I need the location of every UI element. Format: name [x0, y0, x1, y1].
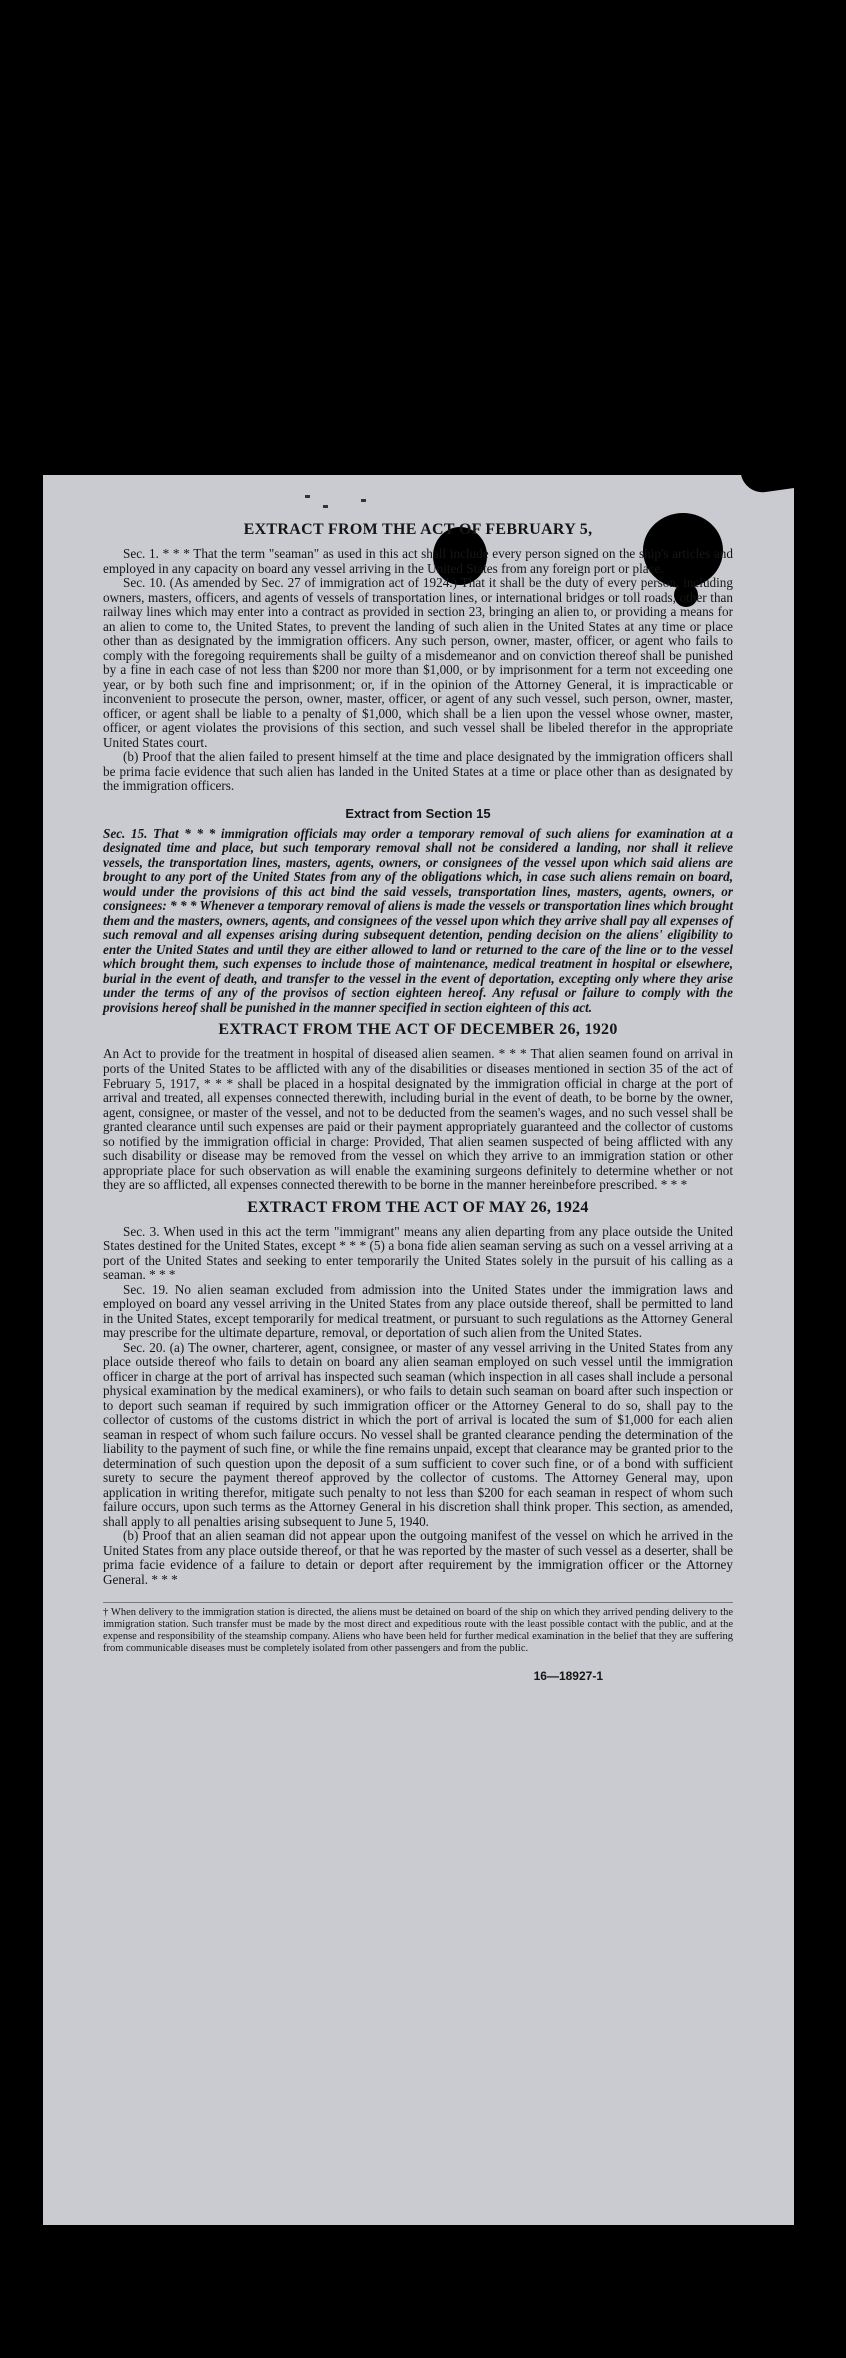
paragraph: (b) Proof that an alien seaman did not appear upon the outgoing manifest of the vessel on which he arrived in the United States from any place outside thereof, or that he was reported by the master of such vessel as a deserter, shall be prima facie evidence of a failure to detain or deport after requirement by the immigration officer or the Attorney General. * * * [103, 1528, 733, 1587]
document-body [103, 515, 733, 1683]
ink-speck [361, 499, 366, 502]
paragraph: An Act to provide for the treatment in hospital of diseased alien seamen. * * * That alien seamen found on arrival in ports of the United States to be afflicted with any of the disabilities or diseases mentioned in section 35 of the act of February 5, 1917, * * * shall be placed in a hospital designated by the immigration official in charge at the port of arrival and treated, all expenses connected therewith, including burial in the event of death, to be borne by the owner, agent, consignee, or master of the vessel, and not to be deducted from the seamen's wages, and no such vessel shall be granted clearance until such expenses are paid or their payment appropriately guaranteed and the collector of customs so notified by the immigration official in charge: Provided, That alien seamen suspected of being afflicted with any such disability or disease may be removed from the vessel on which they arrive to an immigration station or other appropriate place for such observation as will enable the examining surgeons definitely to determine whether or not they are so afflicted, all expenses connected therewith to be borne in the manner hereinbefore prescribed. * * * [103, 1046, 733, 1193]
paragraph: (b) Proof that the alien failed to present himself at the time and place designated by the immigration officers shall be prima facie evidence that such alien has landed in the United States at a time or place other than as designated by the immigration officers. [103, 749, 733, 794]
section-heading: EXTRACT FROM THE ACT OF DECEMBER 26, 1920 [218, 1021, 618, 1039]
paragraph: Sec. 1. * * * That the term "seaman" as used in this act shall include every person signed on the ship's articles and employed in any capacity on board any vessel arriving in the United States from any foreign port or place. [103, 546, 733, 576]
section-heading: EXTRACT FROM THE ACT OF MAY 26, 1924 [247, 1198, 589, 1216]
paragraph: Sec. 10. (As amended by Sec. 27 of immigration act of 1924.) That it shall be the duty of every person, including owners, masters, officers, and agents of vessels of transportation lines, or international bridges or toll roads, other than railway lines which may enter into a contract as provided in section 23, bringing an alien to, or providing a means for an alien to come to, the United States, to prevent the landing of such alien in the United States at any time or place other than as designated by the immigration officers. Any such person, owner, master, officer, or agent who fails to comply with the foregoing requirements shall be guilty of a misdemeanor and on conviction thereof shall be punished by a fine in each case of not less than $200 nor more than $1,000, or by imprisonment for a term not exceeding one year, or by both such fine and imprisonment; or, if in the opinion of the Attorney General, it is impracticable or inconvenient to prosecute the person, owner, master, officer, or agent of any such vessel, such person, owner, master, officer, or agent shall be liable to a penalty of $1,000, which shall be a lien upon the vessel whose owner, master, officer, or agent violates the provisions of this section, and such vessel shall be libeled therefor in the appropriate United States court. [103, 575, 733, 750]
section-heading: EXTRACT FROM THE ACT OF FEBRUARY 5, [243, 521, 593, 538]
torn-corner [741, 475, 794, 495]
footnote: † When delivery to the immigration station is directed, the aliens must be detained on board of the ship on which they arrived pending delivery to the immigration station. Such transfer must be made by the most direct and expeditious route with the least possible contact with the public, and at the expense and responsibility of the steamship company. Aliens who have been held for further medical examination in the belief that they are suffering from communicable diseases must be completely isolated from other passengers and from the public. [103, 1602, 733, 1655]
document-page [43, 475, 794, 2225]
ink-speck [323, 505, 328, 508]
italic-paragraph: Sec. 15. That * * * immigration officials may order a temporary removal of such aliens for examination at a designated time and place, but such temporary removal shall not be considered a landing, nor shall it relieve vessels, the transportation lines, masters, agents, owners, or consignees of the vessel upon which said aliens are brought to any port of the United States from any of the obligations which, in case such aliens remain on board, would under the provisions of this act bind the said vessels, transportation lines, masters, agents, owners, or consignees: * * * Whenever a temporary removal of aliens is made the vessels or transportation lines which brought them and the masters, owners, agents, and consignees of the vessel upon which they arrive shall pay all expenses of such removal and all expenses arising during subsequent detention, pending decision on the aliens' eligibility to enter the United States and until they are either allowed to land or returned to the care of the line or to the vessel which brought them, such expenses to include those of maintenance, medical treatment in hospital or elsewhere, burial in the event of death, and transfer to the vessel in the event of deportation, excepting only where they arise under the terms of any of the provisos of section eighteen hereof. Any refusal or failure to comply with the provisions hereof shall be punished in the manner specified in section eighteen of this act. [103, 825, 733, 1015]
form-number: 16—18927-1 [533, 1668, 603, 1683]
paragraph: Sec. 3. When used in this act the term "immigrant" means any alien departing from any place outside the United States destined for the United States, except * * * (5) a bona fide alien seaman serving as such on a vessel arriving at a port of the United States and seeking to enter temporarily the United States solely in the pursuit of his calling as a seaman. * * * [103, 1223, 733, 1283]
ink-speck [305, 495, 310, 498]
paragraph: Sec. 19. No alien seaman excluded from admission into the United States under the immigration laws and employed on board any vessel arriving in the United States from any place outside thereof, shall be permitted to land in the United States, except temporarily for medical treatment, or pursuant to such regulations as the Attorney General may prescribe for the ultimate departure, removal, or deportation of such alien from the United States. [103, 1281, 733, 1341]
section-subheading: Extract from Section 15 [345, 805, 491, 821]
paragraph: Sec. 20. (a) The owner, charterer, agent, consignee, or master of any vessel arriving in the United States from any place outside thereof who fails to detain on board any alien seaman employed on such vessel until the immigration officer in charge at the port of arrival has inspected such seaman (which inspection in all cases shall include a personal physical examination by the medical examiners), or who fails to detain such seaman on board after such inspection or to deport such seaman if required by such immigration officer or the Attorney General to do so, shall pay to the collector of customs of the customs district in which the port of arrival is located the sum of $1,000 for each alien seaman in respect of whom such failure occurs. No vessel shall be granted clearance pending the determination of the liability to the payment of such fine, or while the fine remains unpaid, except that clearance may be granted prior to the determination of such question upon the deposit of a sum sufficient to cover such fine, or of a bond with sufficient surety to secure the payment thereof approved by the collector of customs. The Attorney General may, upon application in writing therefor, mitigate such penalty to not less than $200 for each seaman in respect of whom such failure occurs, upon such terms as the Attorney General in his discretion shall think proper. This section, as amended, shall apply to all penalties arising subsequent to June 5, 1940. [103, 1339, 733, 1529]
